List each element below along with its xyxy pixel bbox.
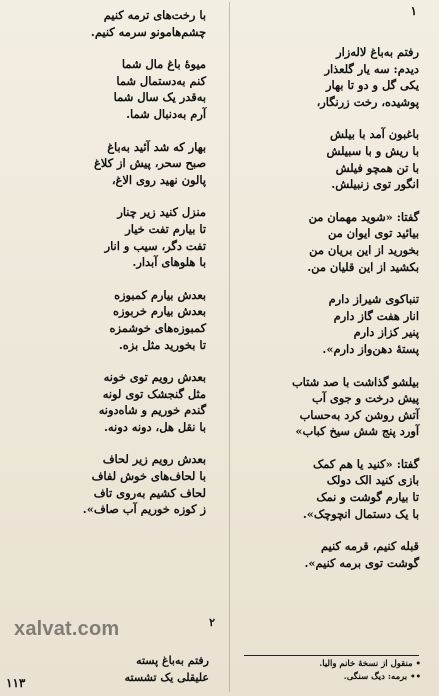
- poem-line: تا بیارم تفت خیار: [125, 221, 206, 236]
- stanza: [241, 44, 419, 110]
- poem-line: آتش روشن کرد به‌حساب: [299, 407, 419, 422]
- poem-line: پوشیده، رخت زرنگار،: [316, 94, 419, 109]
- poem-line: مثل گنجشک توی لونه: [102, 386, 206, 401]
- poem-line: پستهٔ دهن‌واز دارم».: [322, 341, 419, 356]
- poem-line: ز کوزه خوریم آب صاف».: [82, 502, 206, 517]
- poem-line: انار هفت گاز دارم: [333, 308, 419, 323]
- stanza: [241, 126, 419, 192]
- poem-line: بعدش بیارم کمبوزه: [114, 287, 206, 302]
- poem-line: باغبون آمد با بیلش: [330, 127, 419, 142]
- poem-line: گوشت توی برمه کنیم».: [304, 555, 419, 570]
- poem-line: دیدم: سه یار گلعذار: [324, 61, 419, 76]
- stanza: [16, 139, 206, 189]
- poem-line: بعدش رویم توی خونه: [103, 370, 206, 385]
- poem-line: چشم‌هامونو سرمه کنیم.: [90, 24, 206, 39]
- poem-line: با تن همچو فیلش: [335, 160, 419, 175]
- poem-line: گفتا: «شوید مهمان من: [308, 209, 419, 224]
- footnote: • منقول از نسخهٔ خانم والیا.: [319, 659, 421, 669]
- column-divider: [229, 2, 230, 692]
- poem-line: بیلشو گذاشت با صد شتاب: [291, 374, 419, 389]
- poem-line: پالون نهید روی الاغ،: [111, 172, 206, 187]
- poem-line: پنیر کزاز دارم: [353, 325, 419, 340]
- poem-line: یکی گل و دو تا بهار: [326, 78, 419, 93]
- poem-line: با ریش و با سبیلش: [326, 143, 419, 158]
- poem-line: بهار که شد آئید به‌باغ: [107, 139, 206, 154]
- poem-line: گفتا: «کنید یا هم کمک: [313, 456, 419, 471]
- poem-line: تا بیارم گوشت و نمک: [316, 490, 419, 505]
- poem-column-left: [16, 7, 206, 534]
- poem-line: بعدش رویم زیر لحاف: [102, 452, 206, 467]
- poem-line: میوهٔ باغ مال شما: [121, 57, 206, 72]
- poem-two: [89, 652, 209, 686]
- poem-line: آورد پنج شش سیخ کباب»: [295, 424, 419, 439]
- poem-line: پیش درخت و جوی آب: [311, 391, 419, 406]
- poem-line: رفتم به‌باغ پسته: [136, 654, 209, 667]
- poem-line: تنباکوی شیراز دارم: [328, 292, 419, 307]
- poem-line: تا بخورید مثل بزه.: [118, 337, 206, 352]
- footnotes: [243, 658, 421, 684]
- stanza: [16, 7, 206, 40]
- poem-line: آرم به‌دنبال شما.: [126, 106, 206, 121]
- watermark-text: xalvat.com: [14, 618, 120, 640]
- stanza: [241, 374, 419, 440]
- section-number: ۲: [209, 616, 215, 629]
- poem-line: بیائید توی ایوان من: [327, 226, 419, 241]
- poem-column-right: [241, 44, 419, 587]
- poem-line: بکشید از این قلیان من.: [307, 259, 419, 274]
- stanza: [16, 56, 206, 122]
- poem-line: با رخت‌های ترمه کنیم: [103, 8, 206, 22]
- poem-line: کنم به‌دستمال شما: [116, 73, 206, 88]
- poem-line: صبح سحر، پیش از کلاغ: [94, 156, 206, 171]
- poem-line: بعدش بیارم خربوزه: [113, 304, 206, 319]
- poem-line: علیقلی یک تشسته: [124, 671, 209, 684]
- poem-line: با هلوهای آبدار.: [132, 255, 206, 270]
- poem-line: با یک دستمال انچوچک».: [302, 506, 419, 521]
- poem-line: منزل کنید زیر چنار: [117, 205, 206, 220]
- stanza: [241, 291, 419, 357]
- stanza: [16, 204, 206, 270]
- poem-line: به‌قدر یک سال شما: [113, 90, 206, 105]
- poem-line: بازی کنید الک دولک: [326, 473, 419, 488]
- footnote-rule: [244, 655, 419, 656]
- page-number-top-right: ۱: [410, 4, 417, 18]
- stanza: [241, 538, 419, 571]
- poem-line: تفت دگر، سیب و انار: [104, 238, 206, 253]
- poem-line: کمبوزه‌های خوشمزه: [109, 320, 206, 335]
- stanza: [16, 287, 206, 353]
- poem-line: گندم خوریم و شاه‌دونه: [98, 403, 206, 418]
- stanza: [16, 451, 206, 517]
- poem-line: با نقل هل، دونه دونه.: [103, 419, 206, 434]
- stanza: [241, 456, 419, 522]
- footnote: •• برمه: دیگ سنگی.: [343, 672, 421, 682]
- page-number-bottom-left: ۱۱۳: [6, 676, 26, 690]
- poem-line: با لحاف‌های خوش لفاف: [91, 469, 206, 484]
- stanza: [241, 209, 419, 275]
- poem-line: انگور توی زنبیلش.: [331, 177, 419, 192]
- poem-line: لحاف کشیم به‌روی تاف: [93, 485, 206, 500]
- poem-line: قبله کنیم، قرمه کنیم: [320, 539, 419, 554]
- poem-line: رفتم به‌باغ لاله‌زار: [336, 45, 419, 59]
- stanza: [16, 369, 206, 435]
- poem-line: بخورید از این بریان من: [309, 242, 419, 257]
